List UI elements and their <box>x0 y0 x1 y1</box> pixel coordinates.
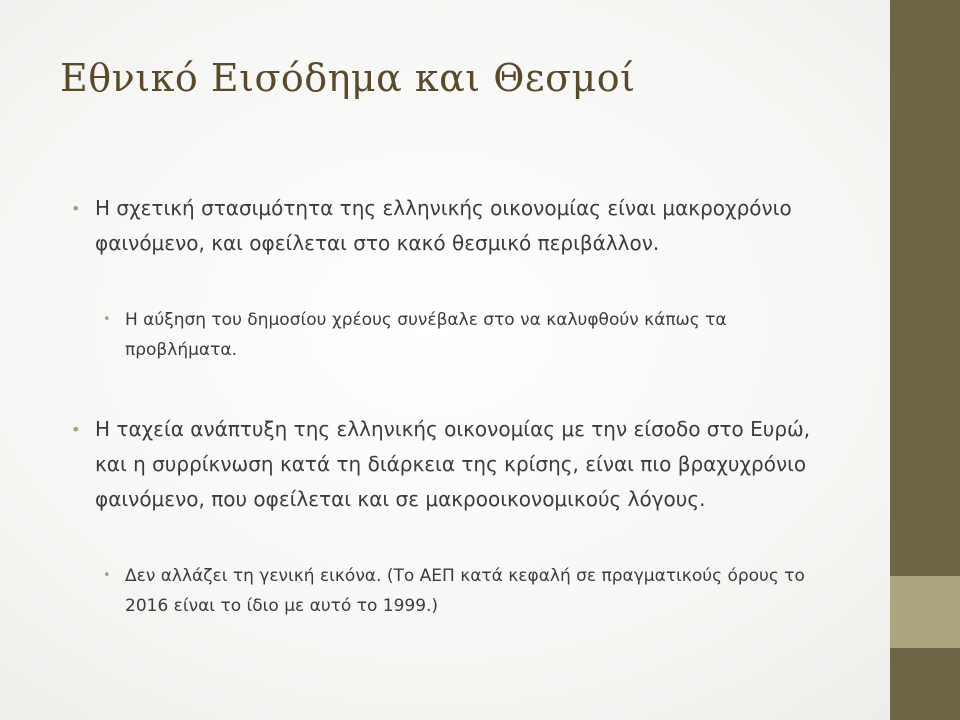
bullet-text: Η σχετική στασιμότητα της ελληνικής οικονομίας είναι μακροχρόνιο φαινόμενο, και οφείλεται στο κακό θεσμικό περιβάλλον. <box>95 196 792 255</box>
decorative-sidebar-accent <box>890 576 960 648</box>
bullet-item-level2 <box>103 305 815 365</box>
bullet-dot-icon: • <box>103 568 111 583</box>
bullet-dot-icon: • <box>71 199 81 218</box>
bullet-text: Δεν αλλάζει τη γενική εικόνα. (Το ΑΕΠ κατά κεφαλή σε πραγματικούς όρους το 2016 είναι το ίδιο με αυτό το 1999.) <box>125 566 805 616</box>
bullet-item-level1 <box>71 191 815 261</box>
bullet-item-level1 <box>71 412 815 517</box>
bullet-dot-icon: • <box>71 420 81 439</box>
bullet-text: Η ταχεία ανάπτυξη της ελληνικής οικονομίας με την είσοδο στο Ευρώ, και η συρρίκνωση κατά τη διάρκεια της κρίσης, είναι πιο βραχυχρόνιο φαινόμενο, που οφείλεται και σε μακροοικονομικούς λόγους. <box>95 417 811 511</box>
slide-title: Εθνικό Εισόδημα και Θεσμοί <box>60 56 636 100</box>
bullet-text: Η αύξηση του δημοσίου χρέους συνέβαλε στο να καλυφθούν κάπως τα προβλήματα. <box>125 310 727 360</box>
bullet-dot-icon: • <box>103 312 111 327</box>
bullet-item-level2 <box>103 561 815 621</box>
